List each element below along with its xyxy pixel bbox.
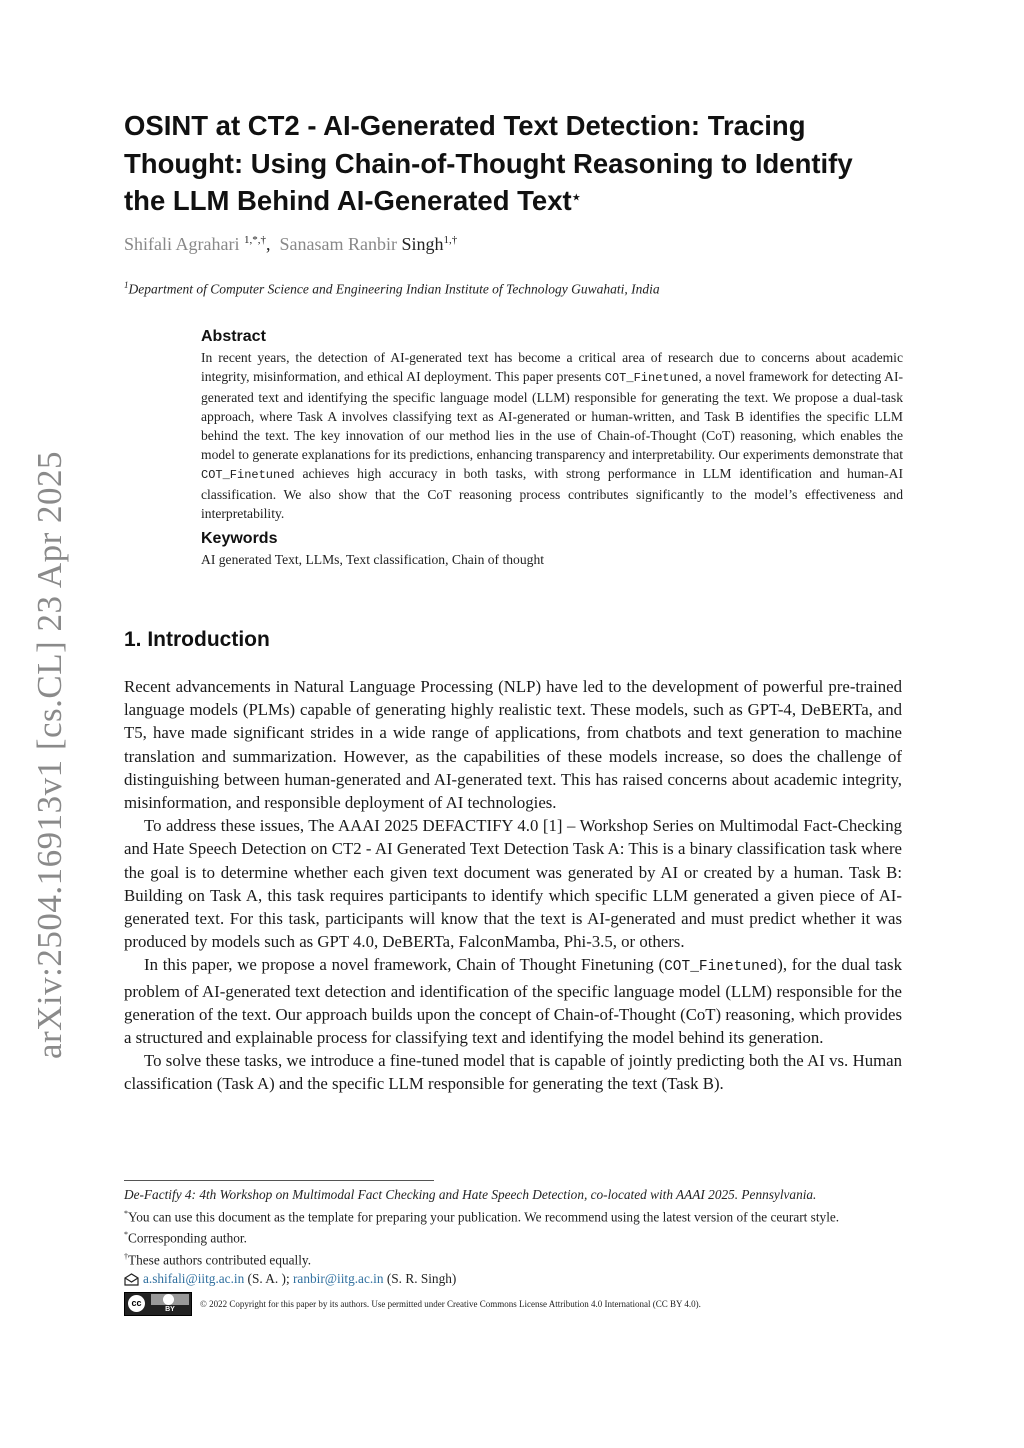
envelope-icon <box>124 1273 139 1286</box>
cc-by-license-icon <box>124 1292 192 1316</box>
title-footnote-mark: ⋆ <box>571 189 582 206</box>
abstract-heading: Abstract <box>201 328 266 345</box>
email-2-owner: (S. R. Singh) <box>383 1271 457 1287</box>
abstract-part-3: achieves high accuracy in both tasks, with strong performance in LLM identification and human-AI classification. We also show that the CoT reasoning process contributes significantly to the model’s effectiveness and interpretability. <box>201 466 903 521</box>
abstract-part-1: In recent years, the detection of AI-generated text has become a critical area of research due to concerns about academic integrity, misinformation, and ethical AI deployment. This paper presents <box>201 350 903 384</box>
template-note-text: You can use this document as the template for preparing your publication. We recommend using the latest version of the ceurart style. <box>128 1208 840 1224</box>
abstract-text <box>201 348 903 523</box>
intro-p3-part-b: ), for the dual task problem of AI-generated text detection and identification of the specific language model (LLM) responsible for the generation of the text. Our approach builds upon the concept of Chain-of-Thought (CoT) reasoning, which provides a structured and explainable process for classifying text and identifying the model behind its generation. <box>124 955 902 1048</box>
corresponding-note <box>124 1226 902 1248</box>
intro-paragraph-2 <box>124 814 902 953</box>
affiliation-text: Department of Computer Science and Engineering Indian Institute of Technology Guwahati, India <box>128 281 660 297</box>
by-label: BY <box>165 1305 175 1313</box>
abstract-code-2: COT_Finetuned <box>201 468 295 482</box>
paper-title <box>124 107 914 220</box>
introduction-heading: 1. Introduction <box>124 628 270 651</box>
author-list: Shifali Agrahari $^{1,*,\dagger}$, Sanasam Ranbir Singh$^{1,\dagger}$ <box>124 234 458 254</box>
author-2-marks: 1,† <box>443 234 458 246</box>
title-line-2: Thought: Using Chain-of-Thought Reasoning to Identify <box>124 147 853 179</box>
attribution-person-icon <box>163 1294 174 1305</box>
affiliation-mark: 1 <box>124 280 129 290</box>
intro-p3-code: COT_Finetuned <box>664 959 778 976</box>
abstract-part-2: , a novel framework for detecting AI-generated text and identifying the specific language model (LLM) responsible for generating the text. We propose a dual-task approach, where Task A involves classifying text as AI-generated or human-written, and Task B identifies the specific LLM behind the text. The key innovation of our method lies in the use of Chain-of-Thought (CoT) reasoning, which enables the model to generate explanations for its predictions, enhancing transparency and interpretability. Our experiments demonstrate that <box>201 369 903 462</box>
intro-paragraph-1: Recent advancements in Natural Language Processing (NLP) have led to the development of powerful pre-trained language models (PLMs) capable of generating highly realistic text. These models, such as GPT-4, DeBERTa, and T5, have made significant strides in a wide range of applications, from chatbots and text generation to machine translation and summarization. However, as the capabilities of these models increase, so does the challenge of distinguishing between human-generated and AI-generated text. This has raised concerns about academic integrity, misinformation, and responsible deployment of AI technologies. <box>124 677 902 813</box>
cc-logo-icon: cc <box>128 1295 145 1312</box>
template-note <box>124 1205 902 1227</box>
author-1-marks: 1,*,† <box>243 234 266 246</box>
keywords-text: AI generated Text, LLMs, Text classification, Chain of thought <box>201 552 545 567</box>
corresponding-mark: * <box>124 1230 128 1240</box>
affiliation <box>124 280 660 298</box>
equal-mark: † <box>124 1252 128 1262</box>
intro-paragraph-3 <box>124 953 902 1049</box>
corresponding-text: Corresponding author. <box>128 1230 247 1246</box>
intro-p3-part-a: In this paper, we propose a novel framework, Chain of Thought Finetuning ( <box>144 955 665 975</box>
footnote-rule <box>124 1180 434 1181</box>
intro-p2-part-a: To address these issues, The AAAI 2025 DEFACTIFY 4.0 <box>144 816 543 836</box>
citation-link[interactable]: [1] <box>542 816 563 836</box>
title-line-3-text: the LLM Behind AI-Generated Text <box>124 185 572 216</box>
intro-paragraph-4: To solve these tasks, we introduce a fine-tuned model that is capable of jointly predicting both the AI vs. Human classification (Task A) and the specific LLM responsible for generating the text (Task B). <box>124 1051 902 1094</box>
author-2-last-name: Singh <box>401 234 444 254</box>
equal-contribution-note <box>124 1248 902 1270</box>
arxiv-sidebar <box>20 450 80 1060</box>
venue-note: De-Factify 4: 4th Workshop on Multimodal Fact Checking and Hate Speech Detection, co-located with AAAI 2025. Pennsylvania. <box>124 1187 817 1202</box>
keywords-section <box>201 530 903 569</box>
email-link-1[interactable]: a.shifali@iitg.ac.in <box>143 1271 245 1287</box>
email-link-2[interactable]: ranbir@iitg.ac.in <box>293 1271 384 1287</box>
keywords-heading: Keywords <box>201 530 278 547</box>
footnotes <box>124 1186 902 1316</box>
abstract-code-1: COT_Finetuned <box>604 371 699 385</box>
template-note-mark: * <box>124 1208 128 1218</box>
email-1-owner: (S. A. ); <box>244 1271 293 1287</box>
email-row <box>124 1270 902 1289</box>
title-line-1: OSINT at CT2 - AI-Generated Text Detection: Tracing <box>124 110 806 141</box>
license-row <box>124 1292 902 1316</box>
arxiv-identifier: arXiv:2504.16913v1 [cs.CL] 23 Apr 2025 <box>30 450 69 1060</box>
title-line-3 <box>124 182 914 220</box>
intro-p2-part-b: – Workshop Series on Multimodal Fact-Checking and Hate Speech Detection on CT2 - AI Generated Text Detection Task A: This is a binary classification task where the goal is to determine whether each given text document was generated by AI or created by a human. Task B: Building on Task A, this task requires participants to identify which specific LLM generated a given piece of AI-generated text. For this task, participants will know that the text is AI-generated and must predict whether it was produced by models such as GPT 4.0, DeBERTa, FalconMamba, Phi-3.5, or others. <box>124 816 903 952</box>
equal-text: These authors contributed equally. <box>128 1252 312 1268</box>
introduction-body <box>124 675 902 1096</box>
copyright-text: © 2022 Copyright for this paper by its authors. Use permitted under Creative Commons License Attribution 4.0 International (CC BY 4.0). <box>200 1298 701 1309</box>
author-1-name: Shifali Agrahari <box>124 234 240 254</box>
author-2-first-name: Sanasam Ranbir <box>279 234 397 254</box>
abstract-section <box>201 328 903 523</box>
